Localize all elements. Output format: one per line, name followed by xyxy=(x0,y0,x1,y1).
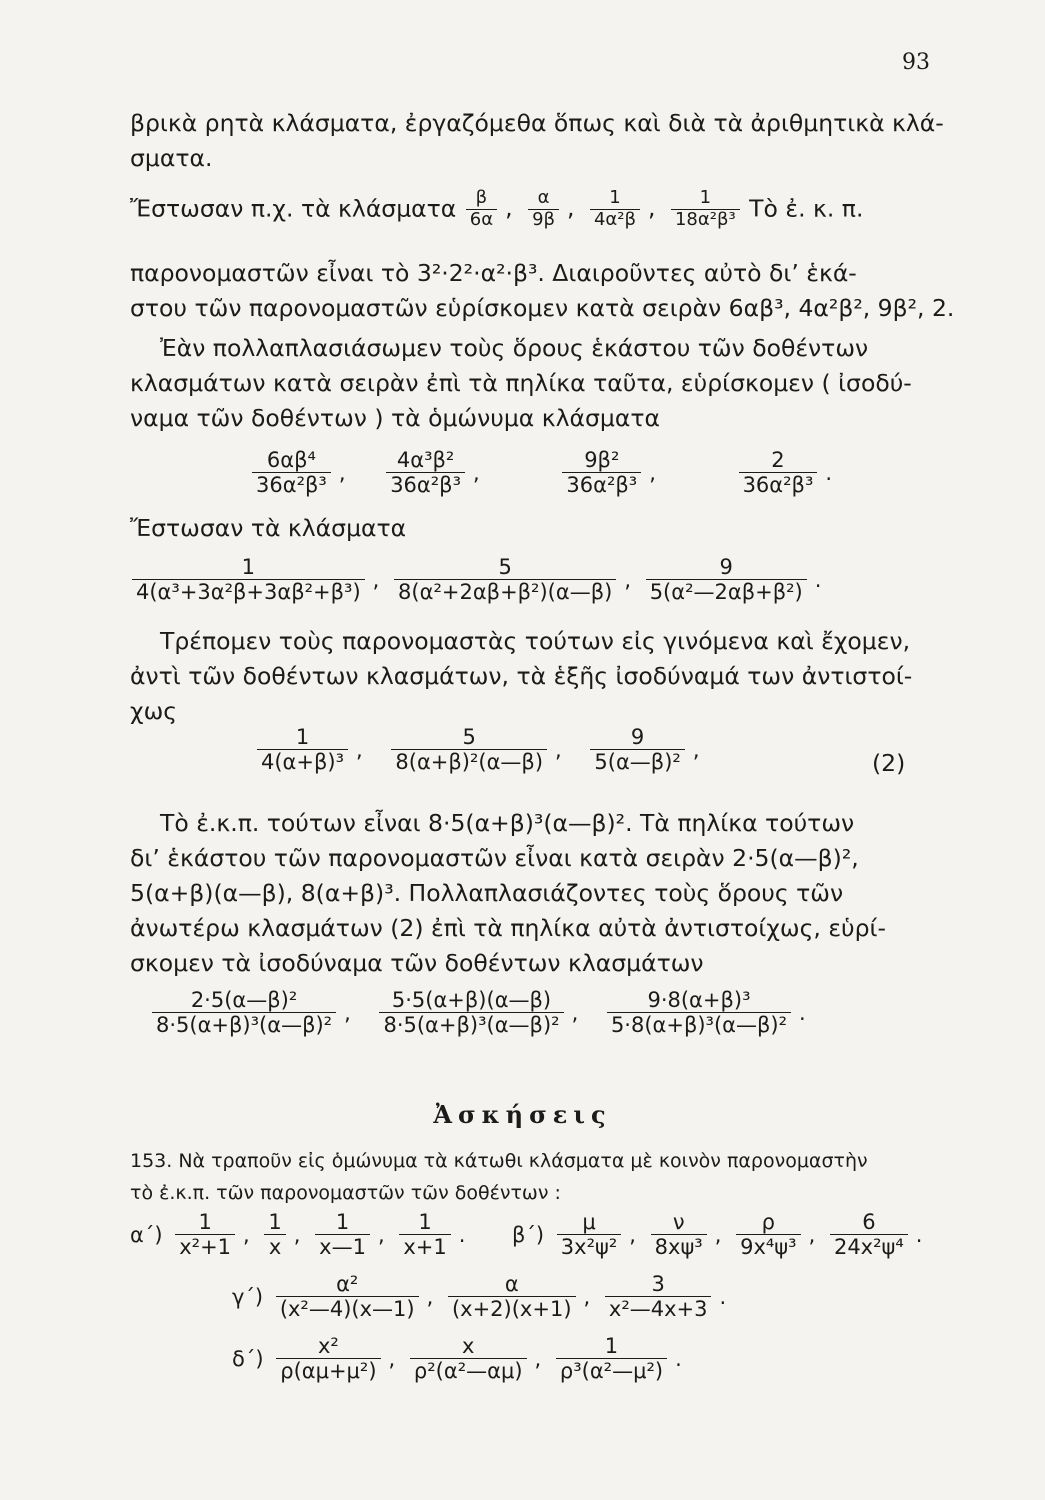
fraction: $\frac{\text{4α³β²}}{\text{36α²β³}}$ xyxy=(386,448,465,497)
factored-fractions-row: $\frac{1}{\text{4(α+β)³}}$ , $\frac{5}{\text{8(α+β)²(α—β)}}$ , $\frac{9}{\text{5(α—β)²}}$ , xyxy=(255,725,706,774)
paragraph-line: σκομεν τὰ ἰσοδύναμα τῶν δοθέντων κλασμάτων xyxy=(130,949,704,977)
fraction: $\frac{1}{\text{ρ³(α²—μ²)}}$ xyxy=(556,1334,667,1383)
fraction: $\frac{\alpha}{(x+2)(x+1)}$ xyxy=(448,1272,576,1321)
fraction: $\frac{3}{\text{x²—4x+3}}$ xyxy=(605,1272,712,1321)
exercise-c: γ΄) $\frac{\text{α²}}{\text{(x²—4)(x—1)}}$ , $\frac{\alpha}{(x+2)(x+1)}$ , $\frac{3}{\text{x²—4x+3}}$ . xyxy=(232,1272,727,1322)
fraction: $\frac{\text{α²}}{\text{(x²—4)(x—1)}}$ xyxy=(276,1272,419,1321)
fraction: $\frac{\mu}{\text{3x²ψ²}}$ xyxy=(557,1210,621,1259)
paragraph-line: 5(α+β)(α—β), 8(α+β)³. Πολλαπλασιάζοντες τοὺς ὅρους τῶν xyxy=(130,879,844,907)
fraction: $\frac{\beta}{6\alpha}$ xyxy=(466,188,497,230)
paragraph-line: Τὸ ἐ.κ.π. τούτων εἶναι 8·5(α+β)³(α—β)². Τὰ πηλίκα τούτων xyxy=(160,809,855,837)
fraction: $\frac{\text{x²}}{\text{ρ(αμ+μ²)}}$ xyxy=(276,1334,380,1383)
exercise-a: α΄) $\frac{1}{\text{x²+1}}$ , $\frac{1}{x}$ , $\frac{1}{x—1}$ , $\frac{1}{x+1}$ . xyxy=(130,1210,466,1260)
fraction: $\frac{\nu}{\text{8xψ³}}$ xyxy=(651,1210,707,1259)
fraction: $\frac{\rho}{\text{9x⁴ψ³}}$ xyxy=(736,1210,800,1259)
fraction: $\frac{5}{\text{8(α²+2αβ+β²)(α—β)}}$ xyxy=(394,555,616,604)
equivalent-fractions-row: $\frac{\text{6αβ⁴}}{\text{36α²β³}}$ , $\frac{\text{4α³β²}}{\text{36α²β³}}$ , $\frac{\text{9β²}}{\text{36α²β³}}$ , $\frac{2}{\text{36α²β³}}$ . xyxy=(250,448,838,497)
paragraph-line: σματα. xyxy=(130,144,213,172)
fraction: $\frac{6}{\text{24x²ψ⁴}}$ xyxy=(830,1210,908,1259)
fraction: $\frac{1}{\text{4(α+β)³}}$ xyxy=(257,725,348,774)
fraction: $\frac{1}{\text{x²+1}}$ xyxy=(175,1210,235,1259)
result-fractions-row: $\frac{\text{2·5(α—β)²}}{\text{8·5(α+β)³(α—β)²}}$ , $\frac{5\cdot 5(\alpha+\beta)(\alpha—\beta)}{\text{8·5(α+β)³(α—β)²}}$ , $\frac{\text{9·8(α+β)³}}{\text{5·8(α+β)³(α—β)²}}$ . xyxy=(150,988,812,1037)
example-line-fractions: Ἔστωσαν π.χ. τὰ κλάσματα $\frac{\beta}{6\alpha}$ , $\frac{\alpha}{9\beta}$ , $\frac{1}{\text{4α²β}}$ , $\frac{1}{\text{18α²β³}}$ Τὸ ἐ. κ. π. xyxy=(130,187,864,230)
fraction: $\frac{9}{\text{5(α—β)²}}$ xyxy=(590,725,684,774)
fraction: $\frac{\alpha}{9\beta}$ xyxy=(528,188,559,230)
exercise-label: α΄) xyxy=(130,1222,163,1247)
given-fractions-row: $\frac{1}{\text{4(α³+3α²β+3αβ²+β³)}}$ , $\frac{5}{\text{8(α²+2αβ+β²)(α—β)}}$ , $\frac{9}{\text{5(α²—2αβ+β²)}}$ . xyxy=(130,555,827,604)
equation-label: (2) xyxy=(872,749,906,777)
fraction: $\frac{1}{x—1}$ xyxy=(315,1210,370,1259)
paragraph-line: ναμα τῶν δοθέντων ) τὰ ὁμώνυμα κλάσματα xyxy=(130,404,660,432)
paragraph-line: Ἔστωσαν τὰ κλάσματα xyxy=(130,514,407,542)
fraction: $\frac{5\cdot 5(\alpha+\beta)(\alpha—\beta)}{\text{8·5(α+β)³(α—β)²}}$ xyxy=(379,988,563,1037)
paragraph-line: κλασμάτων κατὰ σειρὰν ἐπὶ τὰ πηλίκα ταῦτα, εὑρίσκομεν ( ἰσοδύ- xyxy=(130,369,912,397)
paragraph-line: χως xyxy=(130,697,178,725)
exercise-label: γ΄) xyxy=(232,1284,264,1309)
fraction: $\frac{2}{\text{36α²β³}}$ xyxy=(739,448,818,497)
fraction: $\frac{\text{6αβ⁴}}{\text{36α²β³}}$ xyxy=(252,448,331,497)
exercise-b: β΄) $\frac{\mu}{\text{3x²ψ²}}$ , $\frac{\nu}{\text{8xψ³}}$ , $\frac{\rho}{\text{9x⁴ψ³}}$ , $\frac{6}{\text{24x²ψ⁴}}$ . xyxy=(512,1210,923,1260)
paragraph-line: ἀνωτέρω κλασμάτων (2) ἐπὶ τὰ πηλίκα αὐτὰ ἀντιστοίχως, εὑρί- xyxy=(130,914,886,942)
page-number: 93 xyxy=(902,50,930,75)
exercise-d: δ΄) $\frac{\text{x²}}{\text{ρ(αμ+μ²)}}$ , $\frac{x}{\text{ρ²(α²—αμ)}}$ , $\frac{1}{\text{ρ³(α²—μ²)}}$ . xyxy=(232,1334,682,1384)
paragraph-line: στου τῶν παρονομαστῶν εὑρίσκομεν κατὰ σειρὰν 6αβ³, 4α²β², 9β², 2. xyxy=(130,294,955,322)
fraction: $\frac{1}{x+1}$ xyxy=(399,1210,450,1259)
exercises-heading: Ἀσκήσεις xyxy=(433,1100,612,1129)
exercise-label: β΄) xyxy=(512,1222,545,1247)
paragraph-text: Ἔστωσαν π.χ. τὰ κλάσματα xyxy=(130,194,457,223)
fraction: $\frac{1}{\text{4(α³+3α²β+3αβ²+β³)}}$ xyxy=(132,555,365,604)
fraction: $\frac{5}{\text{8(α+β)²(α—β)}}$ xyxy=(391,725,547,774)
paragraph-text: Τὸ ἐ. κ. π. xyxy=(749,194,864,223)
fraction: $\frac{x}{\text{ρ²(α²—αμ)}}$ xyxy=(410,1334,527,1383)
paragraph-line: δι’ ἑκάστου τῶν παρονομαστῶν εἶναι κατὰ σειρὰν 2·5(α—β)², xyxy=(130,844,859,872)
exercise-label: δ΄) xyxy=(232,1346,264,1371)
exercise-text: 153. Νὰ τραποῦν εἰς ὁμώνυμα τὰ κάτωθι κλάσματα μὲ κοινὸν παρονομαστὴν xyxy=(130,1150,868,1172)
fraction: $\frac{9}{\text{5(α²—2αβ+β²)}}$ xyxy=(646,555,807,604)
exercise-text: τὸ ἐ.κ.π. τῶν παρονομαστῶν τῶν δοθέντων : xyxy=(130,1182,561,1204)
paragraph-line: παρονομαστῶν εἶναι τὸ 3²·2²·α²·β³. Διαιροῦντες αὐτὸ δι’ ἑκά- xyxy=(130,259,857,287)
fraction: $\frac{\text{9β²}}{\text{36α²β³}}$ xyxy=(562,448,641,497)
fraction: $\frac{\text{9·8(α+β)³}}{\text{5·8(α+β)³(α—β)²}}$ xyxy=(607,988,791,1037)
fraction: $\frac{\text{2·5(α—β)²}}{\text{8·5(α+β)³(α—β)²}}$ xyxy=(152,988,336,1037)
paragraph-line: Τρέπομεν τοὺς παρονομαστὰς τούτων εἰς γινόμενα καὶ ἔχομεν, xyxy=(160,627,911,655)
paragraph-line: ἀντὶ τῶν δοθέντων κλασμάτων, τὰ ἑξῆς ἰσοδύναμά των ἀντιστοί- xyxy=(130,662,913,690)
fraction: $\frac{1}{\text{18α²β³}}$ xyxy=(671,188,740,230)
paragraph-line: Ἐὰν πολλαπλασιάσωμεν τοὺς ὅρους ἑκάστου τῶν δοθέντων xyxy=(160,334,869,362)
fraction: $\frac{1}{x}$ xyxy=(264,1210,285,1259)
paragraph-line: βρικὰ ρητὰ κλάσματα, ἐργαζόμεθα ὅπως καὶ διὰ τὰ ἀριθμητικὰ κλά- xyxy=(130,109,944,137)
fraction: $\frac{1}{\text{4α²β}}$ xyxy=(590,188,640,230)
